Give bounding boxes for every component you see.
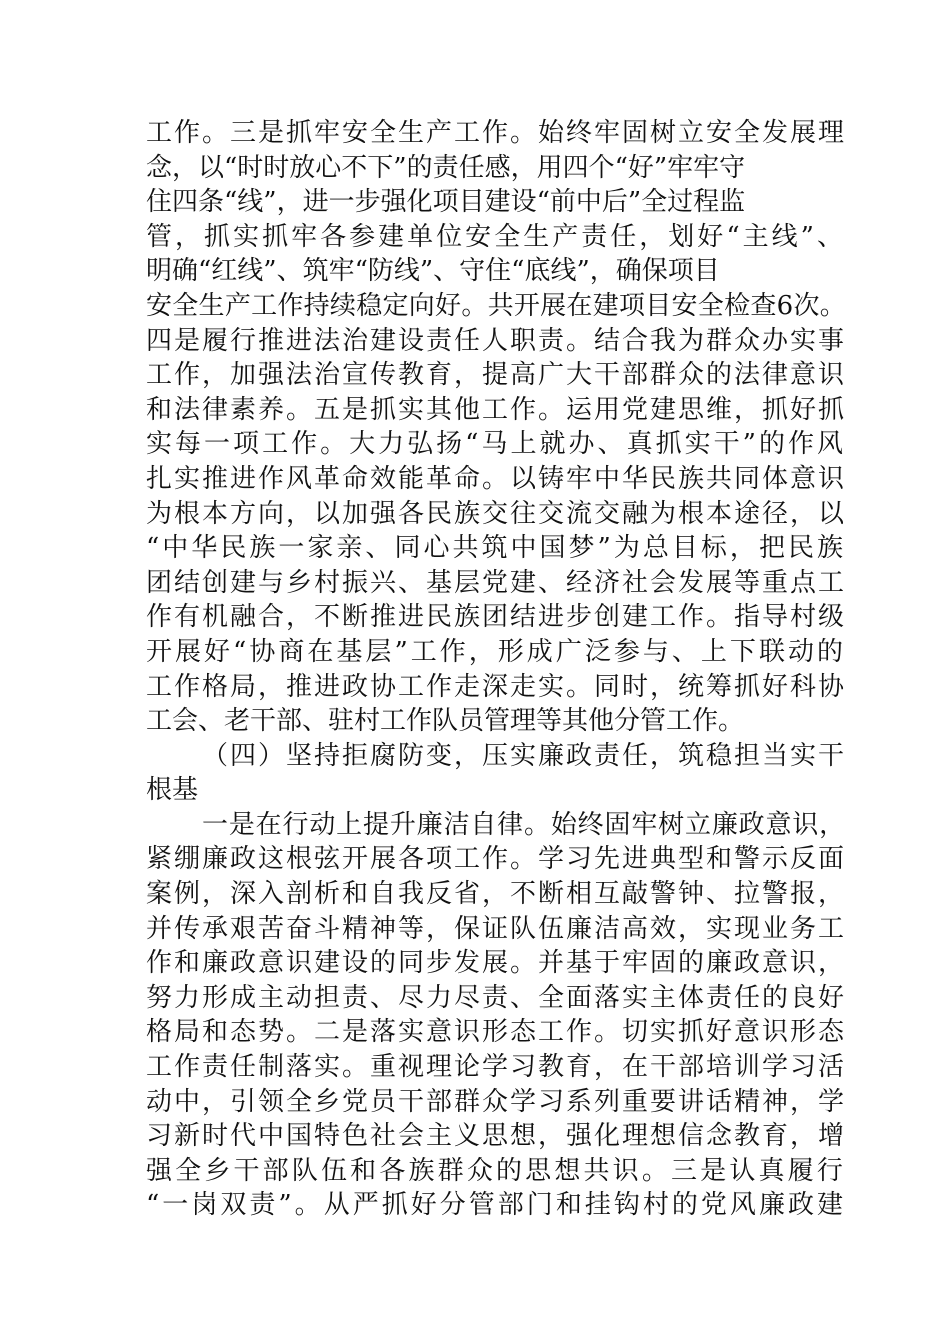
text-line: 并传承艰苦奋斗精神等，保证队伍廉洁高效，实现业务工 xyxy=(146,913,846,944)
text-line: 格局和态势。二是落实意识形态工作。切实抓好意识形态 xyxy=(146,1017,846,1048)
text-line: 开展好“协商在基层”工作，形成广泛参与、上下联动的 xyxy=(146,636,846,667)
text-line: 紧绷廉政这根弦开展各项工作。学习先进典型和警示反面 xyxy=(146,844,846,875)
text-line: 动中，引领全乡党员干部群众学习系列重要讲话精神，学 xyxy=(146,1086,846,1117)
text-line: 团结创建与乡村振兴、基层党建、经济社会发展等重点工 xyxy=(146,567,846,598)
text-line: “中华民族一家亲、同心共筑中国梦”为总目标，把民族 xyxy=(146,533,846,564)
text-line: 安全生产工作持续稳定向好。共开展在建项目安全检查6次。 xyxy=(146,290,846,321)
text-line: 念，以“时时放心不下”的责任感，用四个“好”牢牢守 xyxy=(146,152,746,183)
text-line: 四是履行推进法治建设责任人职责。结合我为群众办实事 xyxy=(146,325,846,356)
text-line: 一是在行动上提升廉洁自律。始终固牢树立廉政意识， xyxy=(202,809,846,840)
text-line: 强全乡干部队伍和各族群众的思想共识。三是认真履行 xyxy=(146,1155,846,1186)
text-line: 工作责任制落实。重视理论学习教育，在干部培训学习活 xyxy=(146,1052,846,1083)
text-line: 案例，深入剖析和自我反省，不断相互敲警钟、拉警报， xyxy=(146,879,846,910)
text-line: 扎实推进作风革命效能革命。以铸牢中华民族共同体意识 xyxy=(146,463,846,494)
text-line: 根基 xyxy=(146,775,199,806)
text-line: 实每一项工作。大力弘扬“马上就办、真抓实干”的作风 xyxy=(146,429,846,460)
text-line: 努力形成主动担责、尽力尽责、全面落实主体责任的良好 xyxy=(146,982,846,1013)
text-line: 明确“红线”、筑牢“防线”、守住“底线”，确保项目 xyxy=(146,256,720,287)
text-line: 工作格局，推进政协工作走深走实。同时，统筹抓好科协 xyxy=(146,671,846,702)
text-line: 工作。三是抓牢安全生产工作。始终牢固树立安全发展理 xyxy=(146,118,846,148)
text-line: 为根本方向，以加强各民族交往交流交融为根本途径，以 xyxy=(146,498,846,529)
text-line: 作和廉政意识建设的同步发展。并基于牢固的廉政意识， xyxy=(146,948,846,979)
text-line: 住四条“线”，进一步强化项目建设“前中后”全过程监 xyxy=(146,187,746,218)
text-line: 作有机融合，不断推进民族团结进步创建工作。指导村级 xyxy=(146,602,846,633)
text-line: 习新时代中国特色社会主义思想，强化理想信念教育，增 xyxy=(146,1121,846,1152)
text-line: “一岗双责”。从严抓好分管部门和挂钩村的党风廉政建 xyxy=(146,1190,846,1221)
document-body xyxy=(146,116,846,1223)
text-line: 工会、老干部、驻村工作队员管理等其他分管工作。 xyxy=(146,706,745,737)
text-line: 工作，加强法治宣传教育，提高广大干部群众的法律意识 xyxy=(146,360,846,391)
text-line: 和法律素养。五是抓实其他工作。运用党建思维，抓好抓 xyxy=(146,394,846,425)
text-line: 管，抓实抓牢各参建单位安全生产责任，划好“主线”、 xyxy=(146,221,846,252)
text-line: （四）坚持拒腐防变，压实廉政责任，筑稳担当实干 xyxy=(202,740,846,771)
